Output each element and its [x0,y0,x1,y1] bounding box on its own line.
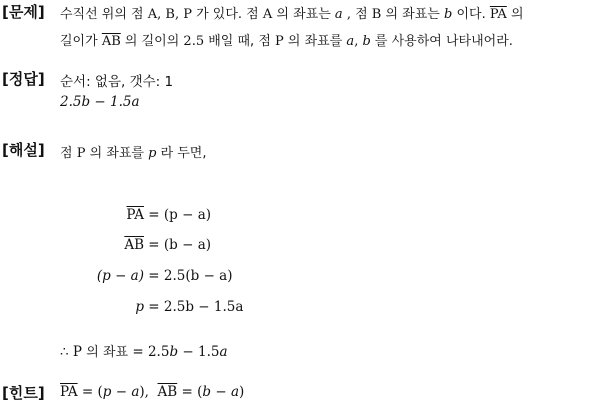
equation-4-lhs: p [135,299,144,315]
problem-line-2: 길이가 $\overline{AB}$ 의 길이의 2.5 배일 때, 점 P 의 좌표를 a, b 를 사용하여 나타내어라. [60,34,513,49]
answer-value: 2.5b − 1.5a [60,94,140,110]
equation-1 [60,207,211,223]
answer-meta: 순서: 없음, 갯수: 1 [60,74,174,90]
explanation-intro: 점 P 의 좌표를 p 라 두면, [60,146,207,161]
explanation-conclusion: ∴ P 의 좌표 = 2.5b − 1.5a [60,344,228,360]
equation-1-rhs: = (p − a) [148,207,212,223]
equation-4-rhs: = 2.5b − 1.5a [148,299,244,315]
problem-line-1: 수직선 위의 점 A, B, P 가 있다. 점 A 의 좌표는 a , 점 B 의 좌표는 b 이다. $\overline{PA}$ 의 [60,7,524,22]
equation-1-lhs: $\overline{PA}$ [126,207,144,223]
equation-3-lhs: (p − a) [96,268,144,284]
hint-text: $\overline{PA} = (p - a)$, $\overline{AB} = (b - a)$ [60,384,245,400]
equation-2 [60,237,211,253]
equation-3 [60,268,233,284]
label-hint: [힌트] [2,384,45,402]
label-explanation: [해설] [2,141,45,159]
equation-3-rhs: = 2.5(b − a) [148,268,233,284]
equation-2-lhs: $\overline{AB}$ [124,237,144,253]
equation-2-rhs: = (b − a) [148,237,212,253]
label-problem: [문제] [2,3,45,21]
equation-4 [60,299,243,315]
label-answer: [정답] [2,70,45,88]
